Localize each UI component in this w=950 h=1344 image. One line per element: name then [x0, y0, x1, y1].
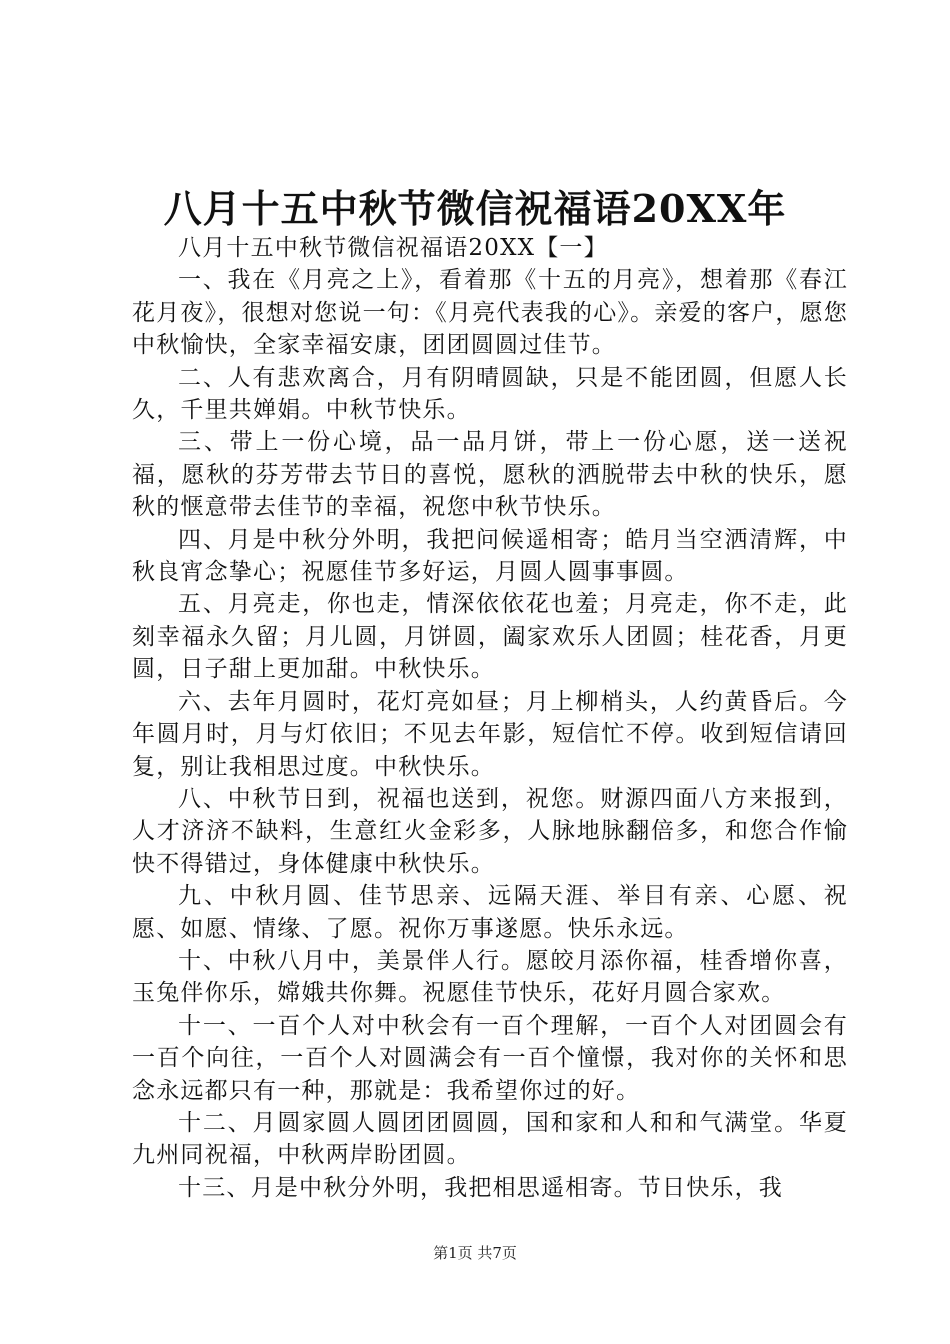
paragraph-3: 三、带上一份心境，品一品月饼，带上一份心愿，送一送祝福，愿秋的芬芳带去节日的喜悦，愿秋的洒脱带去中秋的快乐，愿秋的惬意带去佳节的幸福，祝您中秋节快乐。 — [132, 429, 848, 521]
paragraph-11: 十一、一百个人对中秋会有一百个理解，一百个人对团圆会有一百个向往，一百个人对圆满会有一百个憧憬，我对你的关怀和思念永远都只有一种，那就是：我希望你过的好。 — [132, 1012, 848, 1104]
document-body — [132, 232, 848, 1204]
paragraph-8: 八、中秋节日到，祝福也送到，祝您。财源四面八方来报到，人才济济不缺料，生意红火金彩多，人脉地脉翻倍多，和您合作愉快不得错过，身体健康中秋快乐。 — [132, 785, 848, 877]
section-heading: 八月十五中秋节微信祝福语20XX【一】 — [178, 235, 608, 261]
paragraph-9: 九、中秋月圆、佳节思亲、远隔天涯、举目有亲、心愿、祝愿、如愿、情缘、了愿。祝你万事遂愿。快乐永远。 — [132, 883, 848, 942]
paragraph-2: 二、人有悲欢离合，月有阴晴圆缺，只是不能团圆，但愿人长久，千里共婵娟。中秋节快乐。 — [132, 364, 848, 424]
paragraph-5: 五、月亮走，你也走，情深依依花也羞；月亮走，你不走，此刻幸福永久留；月儿圆，月饼圆，阖家欢乐人团圆；桂花香，月更圆，日子甜上更加甜。中秋快乐。 — [132, 591, 848, 683]
paragraph-4: 四、月是中秋分外明，我把问候遥相寄；皓月当空洒清辉，中秋良宵念挚心；祝愿佳节多好运，月圆人圆事事圆。 — [132, 526, 848, 586]
paragraph-12: 十二、月圆家圆人圆团团圆圆，国和家和人和和气满堂。华夏九州同祝福，中秋两岸盼团圆。 — [132, 1109, 848, 1169]
paragraph-13: 十三、月是中秋分外明，我把相思遥相寄。节日快乐，我 — [178, 1174, 783, 1201]
paragraph-10: 十、中秋八月中，美景伴人行。愿皎月添你福，桂香增你喜，玉兔伴你乐，嫦娥共你舞。祝愿佳节快乐，花好月圆合家欢。 — [132, 947, 848, 1007]
paragraph-1: 一、我在《月亮之上》，看着那《十五的月亮》，想着那《春江花月夜》，很想对您说一句：《月亮代表我的心》。亲爱的客户，愿您中秋愉快，全家幸福安康，团团圆圆过佳节。 — [132, 267, 848, 359]
paragraph-6: 六、去年月圆时，花灯亮如昼；月上柳梢头，人约黄昏后。今年圆月时，月与灯依旧；不见去年影，短信忙不停。收到短信请回复，别让我相思过度。中秋快乐。 — [132, 688, 848, 780]
document-title: 八月十五中秋节微信祝福语20XX年 — [163, 186, 787, 231]
page-footer: 第1页 共7页 — [433, 1244, 517, 1262]
